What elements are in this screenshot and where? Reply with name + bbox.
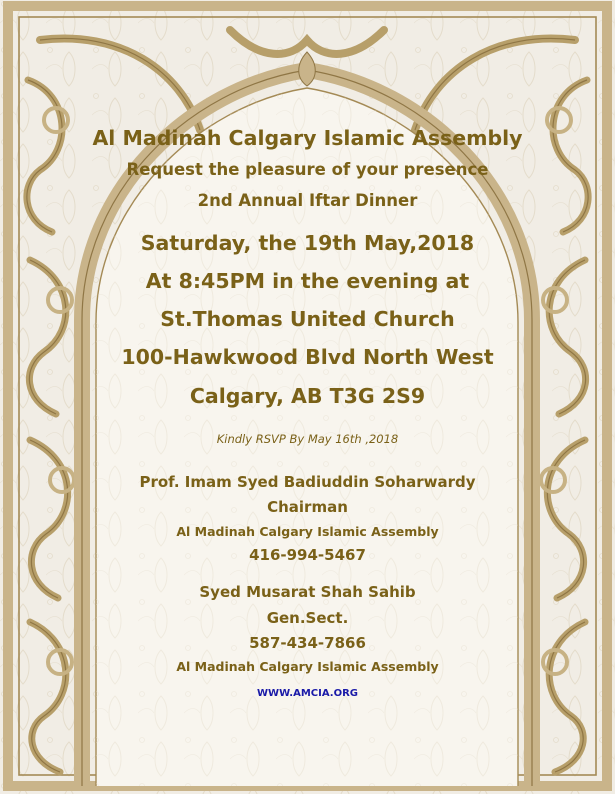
contact-phone: 587-434-7866 (249, 634, 366, 652)
rsvp-note: Kindly RSVP By May 16th ,2018 (216, 432, 399, 446)
event-date: Saturday, the 19th May,2018 (140, 231, 475, 255)
contact-title: Chairman (267, 498, 348, 516)
contact-title: Gen.Sect. (266, 609, 349, 627)
website-link[interactable]: WWW.AMCIA.ORG (257, 688, 358, 699)
contact-phone: 416-994-5467 (249, 546, 366, 564)
event-time: At 8:45PM in the evening at (145, 269, 470, 293)
host-name-heading: Al Madinah Calgary Islamic Assembly (92, 126, 523, 150)
venue-address-line2: Calgary, AB T3G 2S9 (189, 384, 426, 408)
contact-name: Prof. Imam Syed Badiuddin Soharwardy (139, 473, 476, 491)
venue-address-line1: 100-Hawkwood Blvd North West (121, 345, 494, 369)
request-line: Request the pleasure of your presence (126, 160, 489, 179)
venue-name: St.Thomas United Church (160, 307, 455, 331)
contact-organization: Al Madinah Calgary Islamic Assembly (176, 524, 439, 539)
contact-name: Syed Musarat Shah Sahib (199, 583, 416, 601)
event-title: 2nd Annual Iftar Dinner (197, 191, 418, 210)
contact-organization: Al Madinah Calgary Islamic Assembly (176, 659, 439, 674)
